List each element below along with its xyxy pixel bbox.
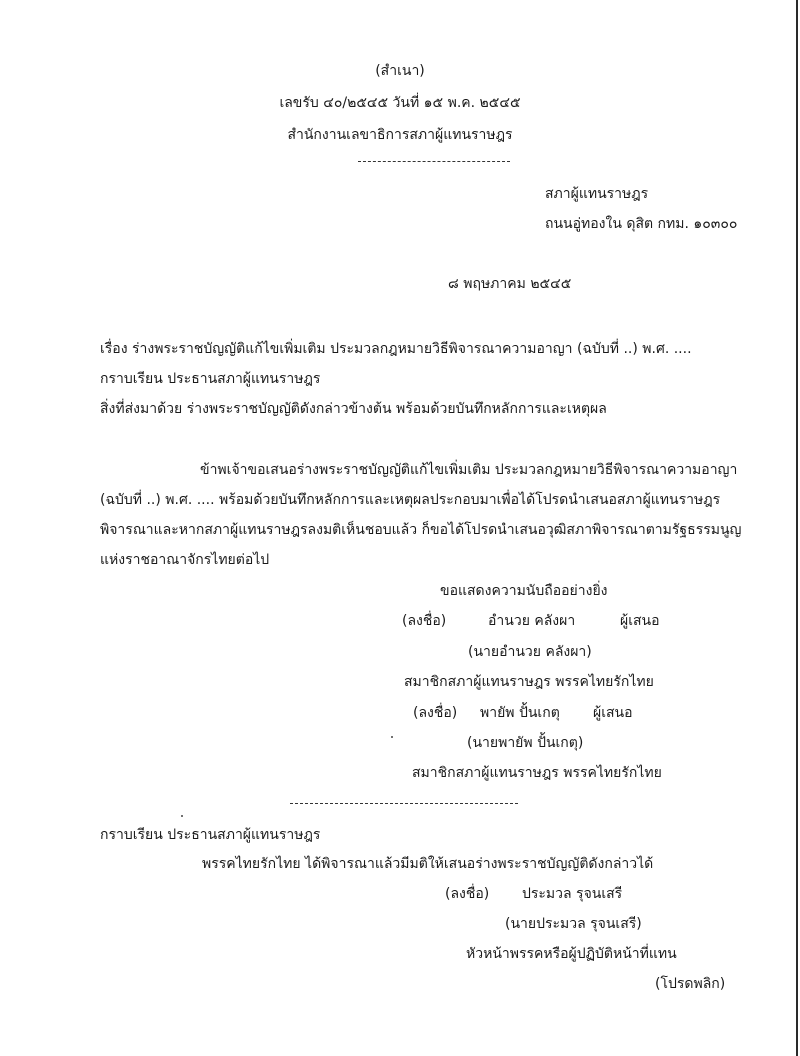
header-divider (358, 161, 510, 162)
copy-mark: (สำเนา) (375, 63, 425, 79)
signer-1-position: สมาชิกสภาผู้แทนราษฎร พรรคไทยรักไทย (404, 674, 654, 690)
body-line-1: ข้าพเจ้าขอเสนอร่างพระราชบัญญัติแก้ไขเพิ่มเติม ประมวลกฎหมายวิธีพิจารณาความอาญา (200, 462, 738, 478)
closing: ขอแสดงความนับถืออย่างยิ่ง (440, 583, 608, 599)
signer-2-position: สมาชิกสภาผู้แทนราษฎร พรรคไทยรักไทย (412, 765, 662, 781)
office-name: สำนักงานเลขาธิการสภาผู้แทนราษฎร (287, 127, 513, 143)
signer-1-sign-label: (ลงชื่อ) (402, 613, 447, 629)
signer-1-printed-name: (นายอำนวย คลังผา) (468, 644, 592, 660)
receipt-number: เลขรับ ๔๐/๒๕๔๕ วันที่ ๑๕ พ.ค. ๒๕๔๕ (279, 95, 521, 111)
body-line-3: พิจารณาและหากสภาผู้แทนราษฎรลงมติเห็นชอบแล้ว ก็ขอได้โปรดนำเสนอวุฒิสภาพิจารณาตามรัฐธรรมนูญ (100, 522, 742, 538)
enclosure-line: สิ่งที่ส่งมาด้วย ร่างพระราชบัญญัติดังกล่าวข้างต้น พร้อมด้วยบันทึกหลักการและเหตุผล (100, 401, 607, 417)
endorsement-salutation: กราบเรียน ประธานสภาผู้แทนราษฎร (100, 827, 321, 843)
letter-date: ๘ พฤษภาคม ๒๕๔๕ (448, 276, 572, 292)
scan-speck (391, 736, 393, 738)
signer-1-signature: อำนวย คลังผา (488, 613, 576, 629)
salutation: กราบเรียน ประธานสภาผู้แทนราษฎร (100, 371, 321, 387)
section-divider (290, 803, 518, 804)
endorser-position: หัวหน้าพรรคหรือผู้ปฏิบัติหน้าที่แทน (466, 946, 677, 962)
subject-line: เรื่อง ร่างพระราชบัญญัติแก้ไขเพิ่มเติม ประมวลกฎหมายวิธีพิจารณาความอาญา (ฉบับที่ ..) พ.ศ. .... (100, 341, 692, 357)
signer-1-role: ผู้เสนอ (620, 613, 660, 629)
body-line-2: (ฉบับที่ ..) พ.ศ. .... พร้อมด้วยบันทึกหลักการและเหตุผลประกอบมาเพื่อได้โปรดนำเสนอสภาผู้แทนราษฎร (100, 492, 721, 508)
address-line-1: สภาผู้แทนราษฎร (545, 186, 649, 202)
address-line-2: ถนนอู่ทองใน ดุสิต กทม. ๑๐๓๐๐ (545, 216, 738, 232)
endorser-signature: ประมวล รุจนเสรี (522, 886, 623, 902)
turn-over-note: (โปรดพลิก) (655, 976, 726, 992)
scan-speck (181, 815, 183, 817)
scan-edge (796, 0, 798, 1056)
endorser-printed-name: (นายประมวล รุจนเสรี) (505, 916, 642, 932)
endorsement-text: พรรคไทยรักไทย ได้พิจารณาแล้วมีมติให้เสนอร่างพระราชบัญญัติดังกล่าวได้ (202, 856, 654, 872)
signer-2-sign-label: (ลงชื่อ) (413, 705, 458, 721)
endorser-sign-label: (ลงชื่อ) (445, 886, 490, 902)
signer-2-signature: พายัพ ปั้นเกตุ (480, 705, 560, 721)
body-line-4: แห่งราชอาณาจักรไทยต่อไป (100, 552, 270, 568)
signer-2-printed-name: (นายพายัพ ปั้นเกตุ) (467, 735, 584, 751)
signer-2-role: ผู้เสนอ (593, 705, 633, 721)
